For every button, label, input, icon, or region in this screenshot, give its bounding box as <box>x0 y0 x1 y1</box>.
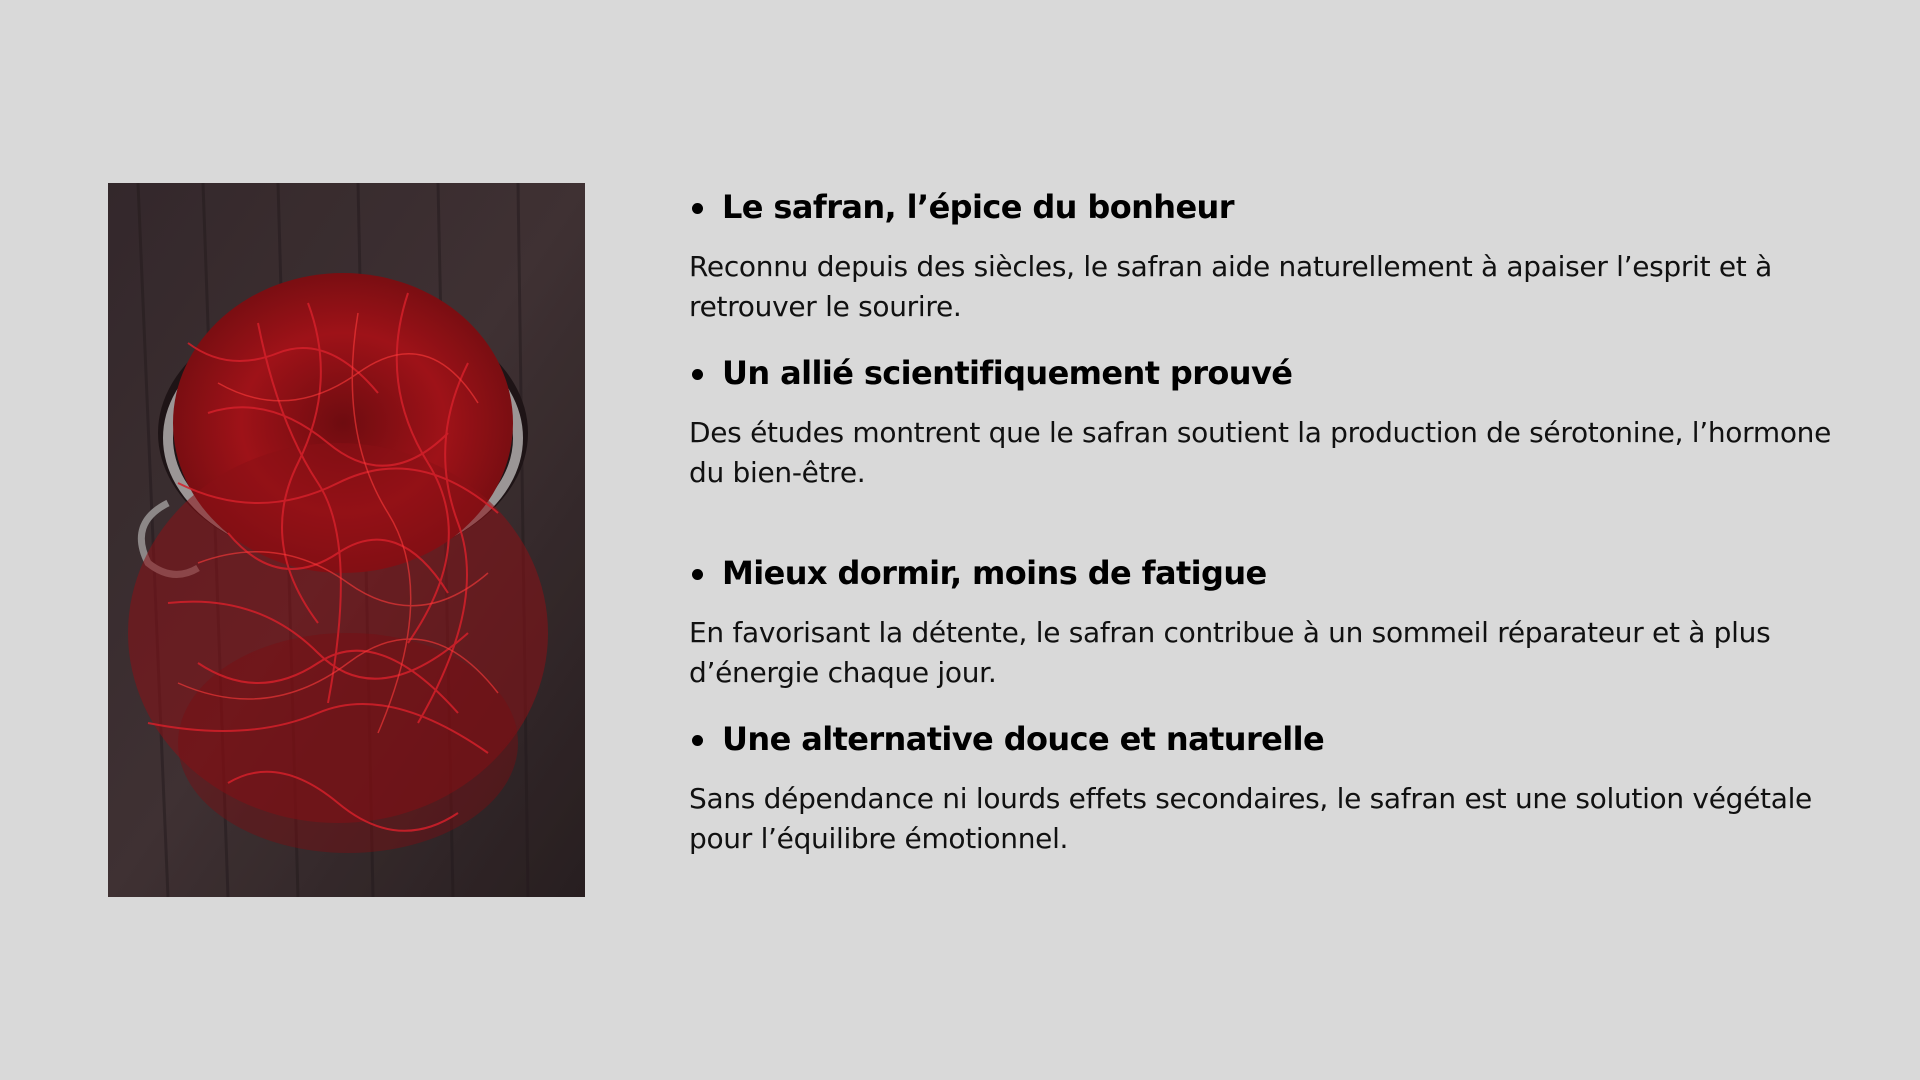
item-body: Sans dépendance ni lourds effets secondaires, le safran est une solution végétale pour l’équilibre émotionnel. <box>689 782 1812 855</box>
item-title-text: Un allié scientifiquement prouvé <box>722 354 1293 392</box>
item-title-text: Une alternative douce et naturelle <box>722 720 1325 758</box>
list-item <box>689 549 1859 693</box>
item-body: Des études montrent que le safran soutient la production de sérotonine, l’hormone du bien-être. <box>689 416 1832 489</box>
list-item <box>689 183 1859 327</box>
item-body: Reconnu depuis des siècles, le safran aide naturellement à apaiser l’esprit et à retrouver le sourire. <box>689 250 1772 323</box>
item-title <box>689 715 1859 763</box>
item-title <box>689 349 1859 397</box>
item-title <box>689 183 1859 231</box>
bullet-icon <box>692 735 703 746</box>
bullet-icon <box>692 369 703 380</box>
saffron-threads-photo <box>108 183 585 897</box>
benefits-list <box>689 183 1859 881</box>
item-title-text: Le safran, l’épice du bonheur <box>722 188 1234 226</box>
bullet-icon <box>692 203 703 214</box>
item-title-text: Mieux dormir, moins de fatigue <box>722 554 1267 592</box>
list-item <box>689 349 1859 493</box>
bullet-icon <box>692 569 703 580</box>
list-item <box>689 715 1859 859</box>
item-body: En favorisant la détente, le safran contribue à un sommeil réparateur et à plus d’énergie chaque jour. <box>689 616 1771 689</box>
item-title <box>689 549 1859 597</box>
saffron-photo <box>108 183 585 897</box>
